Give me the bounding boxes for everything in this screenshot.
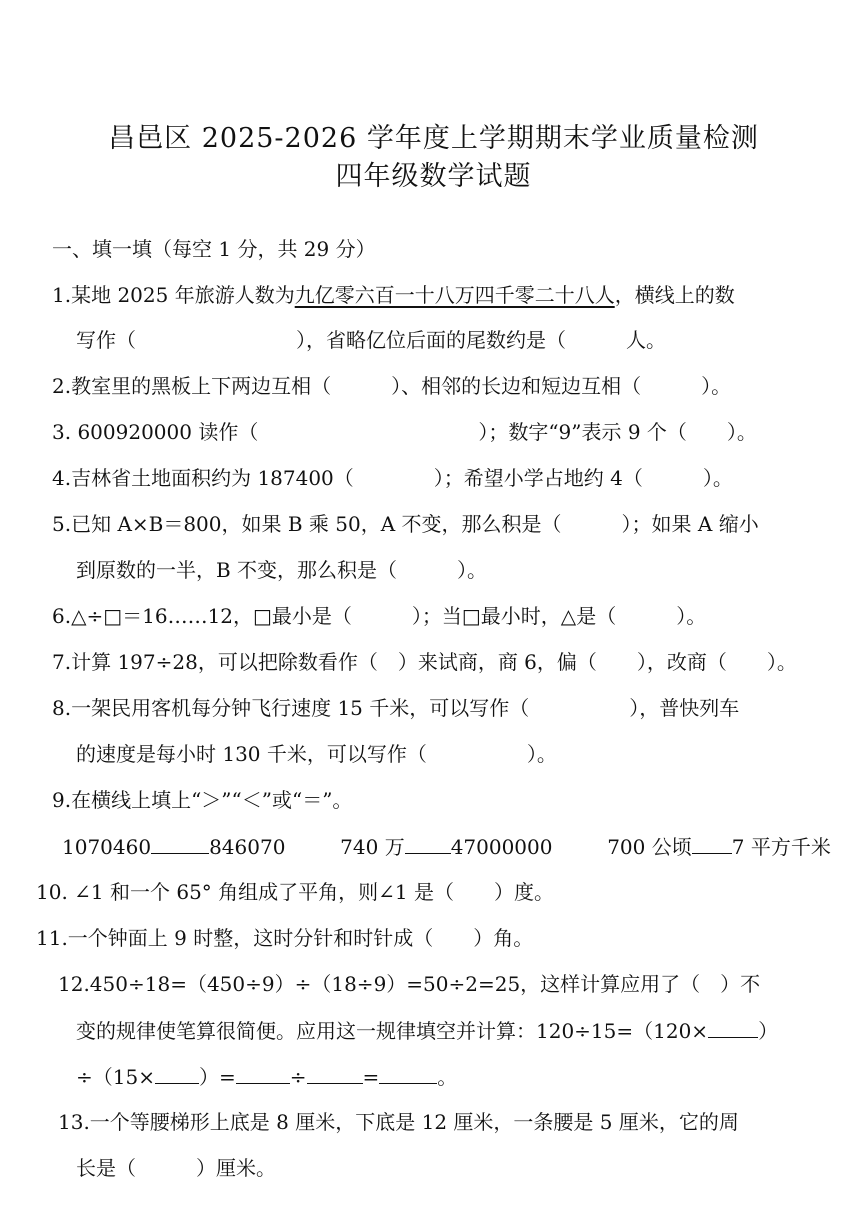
- question-5-line-1: 5.已知 A×B＝800，如果 B 乘 50，A 不变，那么积是（ ）；如果 A 缩小: [52, 512, 759, 536]
- q12-blank-1[interactable]: [708, 1017, 758, 1038]
- question-9-comparisons: [62, 833, 852, 860]
- question-12-line-1: 12.450÷18=（450÷9）÷（18÷9）=50÷2=25，这样计算应用了（ ）不: [58, 972, 761, 996]
- question-4: 4.吉林省土地面积约为 187400（ ）；希望小学占地约 4（ ）。: [52, 466, 733, 490]
- question-7: 7.计算 197÷28，可以把除数看作（ ）来试商，商 6，偏（ ），改商（ ）。: [52, 650, 797, 674]
- q12-line3-a: ÷（15×: [76, 1065, 155, 1089]
- q12-line2-text: 变的规律使笔算很简便。应用这一规律填空并计算：120÷15=（120×: [76, 1019, 709, 1043]
- q9-blank-3[interactable]: [692, 833, 732, 854]
- question-5-line-2: 到原数的一半，B 不变，那么积是（ ）。: [76, 558, 488, 582]
- question-1-line-2: 写作（ ），省略亿位后面的尾数约是（ 人。: [76, 328, 666, 352]
- question-10: 10. ∠1 和一个 65° 角组成了平角，则∠1 是（ ）度。: [36, 880, 555, 904]
- question-11: 11.一个钟面上 9 时整，这时分针和时针成（ ）角。: [36, 926, 534, 950]
- q9-compare-2-right: 47000000: [450, 835, 553, 859]
- question-13-line-2: 长是（ ）厘米。: [76, 1156, 276, 1180]
- question-1-line-1: [52, 282, 842, 308]
- q9-compare-3-right: 7 平方千米: [731, 835, 831, 859]
- q12-line3-c: ÷: [289, 1065, 307, 1089]
- question-12-line-3: [76, 1063, 866, 1090]
- q12-blank-3[interactable]: [236, 1063, 290, 1084]
- question-8-line-1: 8.一架民用客机每分钟飞行速度 15 千米，可以写作（ ），普快列车: [52, 696, 740, 720]
- question-3: 3. 600920000 读作（ ）；数字“9”表示 9 个（ ）。: [52, 420, 757, 444]
- question-8-line-2: 的速度是每小时 130 千米，可以写作（ ）。: [76, 742, 557, 766]
- q1-text-post: ，横线上的数: [614, 283, 735, 307]
- q9-compare-1-right: 846070: [209, 835, 286, 859]
- question-13-line-1: 13.一个等腰梯形上底是 8 厘米，下底是 12 厘米，一条腰是 5 厘米，它的周: [58, 1110, 739, 1134]
- q9-blank-1[interactable]: [151, 833, 209, 854]
- q12-line3-d: =: [362, 1065, 380, 1089]
- q9-compare-3-left: 700 公顷: [607, 835, 692, 859]
- q12-blank-5[interactable]: [379, 1063, 437, 1084]
- q12-line3-e: 。: [437, 1065, 458, 1089]
- q12-line2-close: ）: [758, 1019, 779, 1043]
- question-6: 6.△÷□＝16……12，□最小是（ ）；当□最小时，△是（ ）。: [52, 604, 707, 628]
- q9-compare-1-left: 1070460: [62, 835, 152, 859]
- q9-blank-2[interactable]: [405, 833, 451, 854]
- q12-blank-2[interactable]: [155, 1063, 199, 1084]
- q12-line3-b: ）=: [198, 1065, 236, 1089]
- q1-text-pre: 1.某地 2025 年旅游人数为: [52, 283, 295, 307]
- q12-blank-4[interactable]: [307, 1063, 363, 1084]
- q9-compare-2-left: 740 万: [340, 835, 405, 859]
- question-9-line-1: 9.在横线上填上“＞”“＜”或“＝”。: [52, 788, 353, 812]
- question-12-line-2: [76, 1017, 866, 1044]
- exam-subtitle: 四年级数学试题: [335, 161, 532, 192]
- exam-title: 昌邑区 2025-2026 学年度上学期期末学业质量检测: [108, 123, 759, 154]
- q1-underlined-number: 九亿零六百一十八万四千零二十八人: [294, 283, 615, 307]
- question-2: 2.教室里的黑板上下两边互相（ ）、相邻的长边和短边互相（ ）。: [52, 374, 732, 398]
- section-heading: 一、填一填（每空 1 分，共 29 分）: [52, 237, 376, 261]
